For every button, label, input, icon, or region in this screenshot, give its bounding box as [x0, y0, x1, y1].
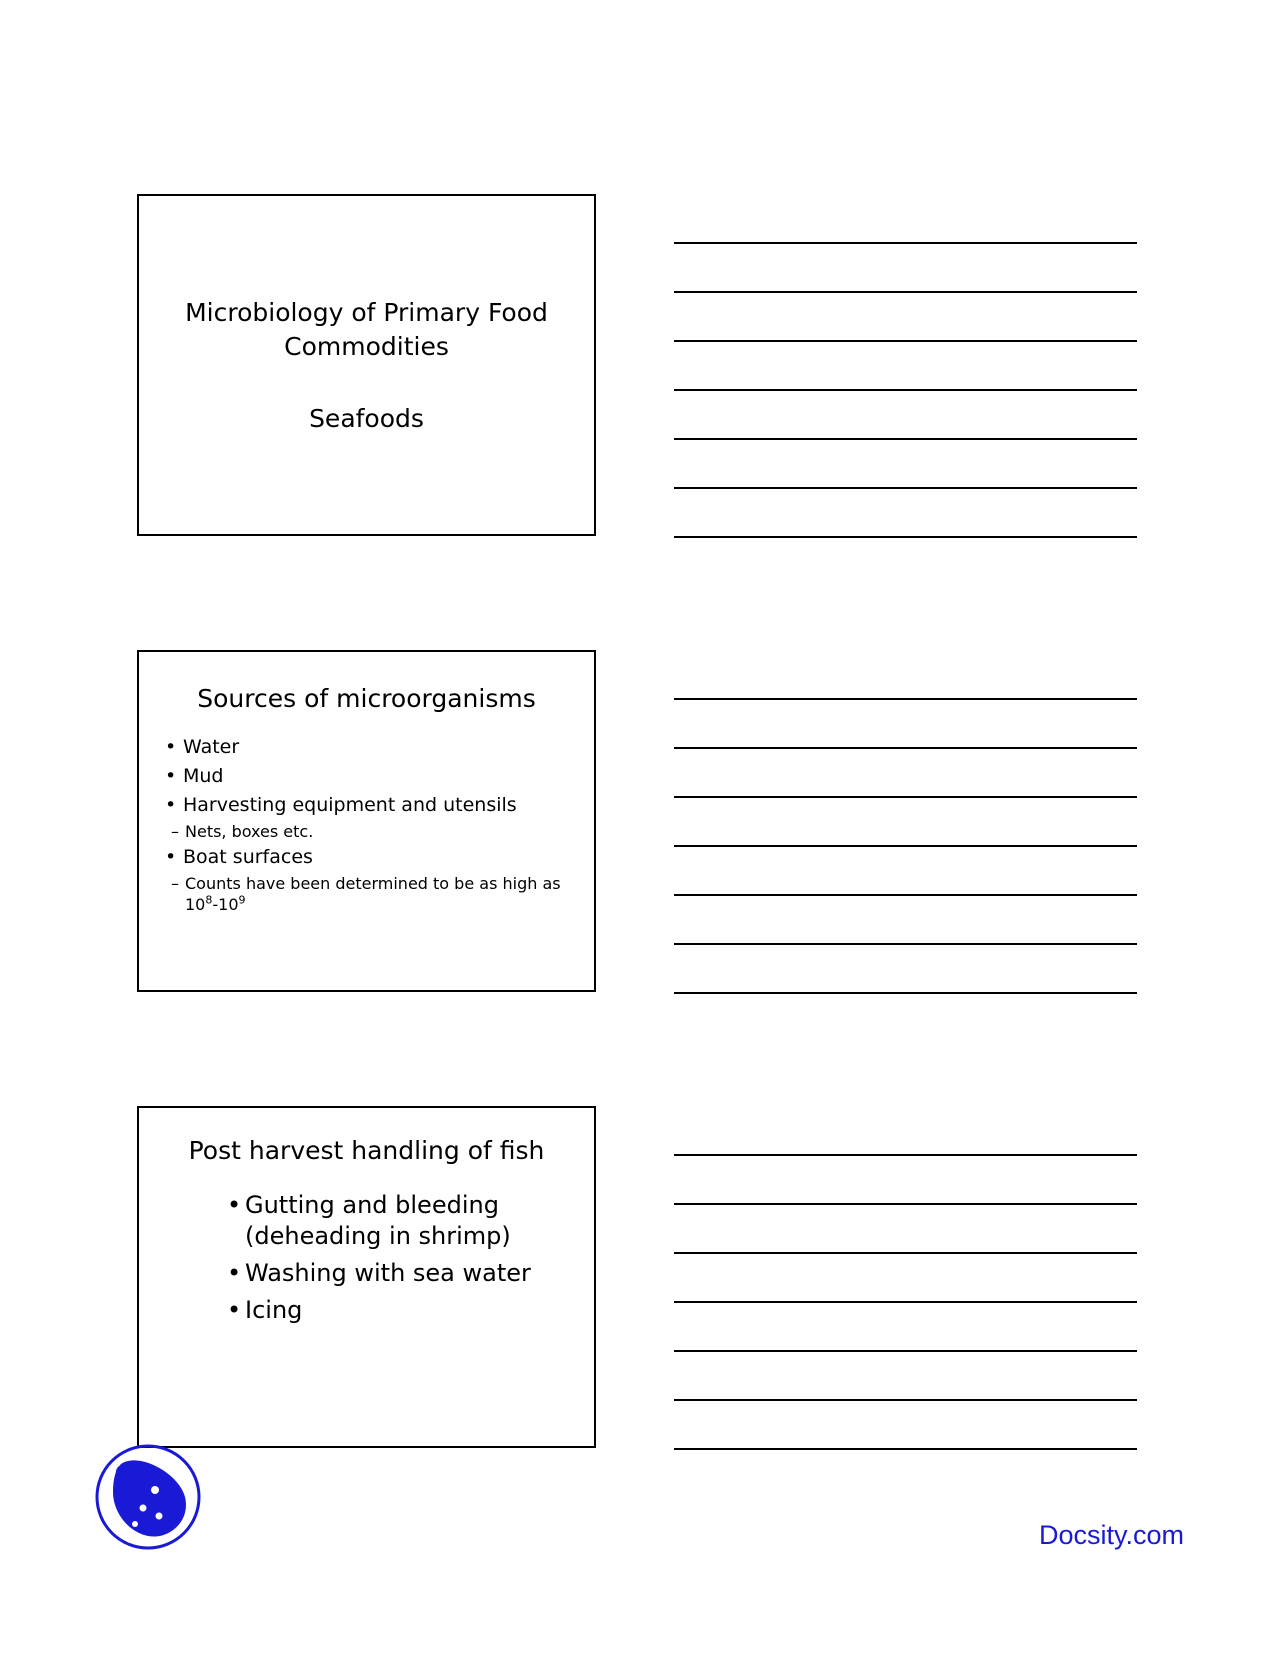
docsity-brand-link[interactable]: Docsity.com: [1038, 1520, 1184, 1550]
exponent: 8: [205, 893, 213, 907]
note-line: [674, 340, 1137, 342]
bullet-item: • Washing with sea water: [227, 1258, 567, 1289]
slide-1-title: [139, 296, 594, 364]
note-line: [674, 943, 1137, 945]
slide-2-title: Sources of microorganisms: [197, 684, 536, 713]
sub-bullet-text-mid: -10: [212, 895, 239, 914]
slide-2: [137, 650, 596, 992]
note-line: [674, 1399, 1137, 1401]
notes-lines-1: [674, 242, 1137, 585]
bullet-item: • Water: [165, 734, 575, 760]
bullet-item: [165, 792, 575, 818]
note-line: [674, 894, 1137, 896]
slide-1-title-line-1: Microbiology of Primary Food: [185, 298, 548, 327]
docsity-logo-icon[interactable]: [93, 1442, 203, 1552]
slide-3: [137, 1106, 596, 1448]
sub-bullet-list: [165, 873, 575, 915]
note-line: [674, 487, 1137, 489]
slide-1-title-line-2: Commodities: [284, 332, 449, 361]
slide-1-subtitle: Seafoods: [309, 404, 424, 433]
notes-lines-2: [674, 698, 1137, 1041]
sub-bullet-item: – Nets, boxes etc.: [165, 821, 575, 842]
note-line: [674, 389, 1137, 391]
bullet-text: Harvesting equipment and utensils: [183, 794, 517, 816]
exponent: 9: [238, 893, 246, 907]
note-line: [674, 1448, 1137, 1450]
bullet-item: • Mud: [165, 763, 575, 789]
note-line: [674, 438, 1137, 440]
note-line: [674, 698, 1137, 700]
sub-bullet-list: [165, 821, 575, 842]
note-line: [674, 1350, 1137, 1352]
sub-bullet-text: Counts have been determined to be as high as 10: [185, 874, 561, 914]
bullet-item: • Gutting and bleeding (deheading in shrimp): [227, 1190, 567, 1252]
note-line: [674, 992, 1137, 994]
note-line: [674, 291, 1137, 293]
bullet-item: [165, 844, 575, 870]
slide-2-bullet-list: [165, 734, 575, 917]
note-line: [674, 1252, 1137, 1254]
slide-3-title: Post harvest handling of fish: [188, 1136, 545, 1165]
sub-bullet-item: [165, 873, 575, 915]
notes-lines-3: [674, 1154, 1137, 1497]
note-line: [674, 242, 1137, 244]
note-line: [674, 1301, 1137, 1303]
note-line: [674, 845, 1137, 847]
slide-3-bullet-list: [227, 1190, 567, 1332]
slide-1: [137, 194, 596, 536]
note-line: [674, 747, 1137, 749]
note-line: [674, 1154, 1137, 1156]
note-line: [674, 536, 1137, 538]
note-line: [674, 796, 1137, 798]
bullet-item: • Icing: [227, 1295, 567, 1326]
bullet-text: Boat surfaces: [183, 846, 313, 868]
note-line: [674, 1203, 1137, 1205]
